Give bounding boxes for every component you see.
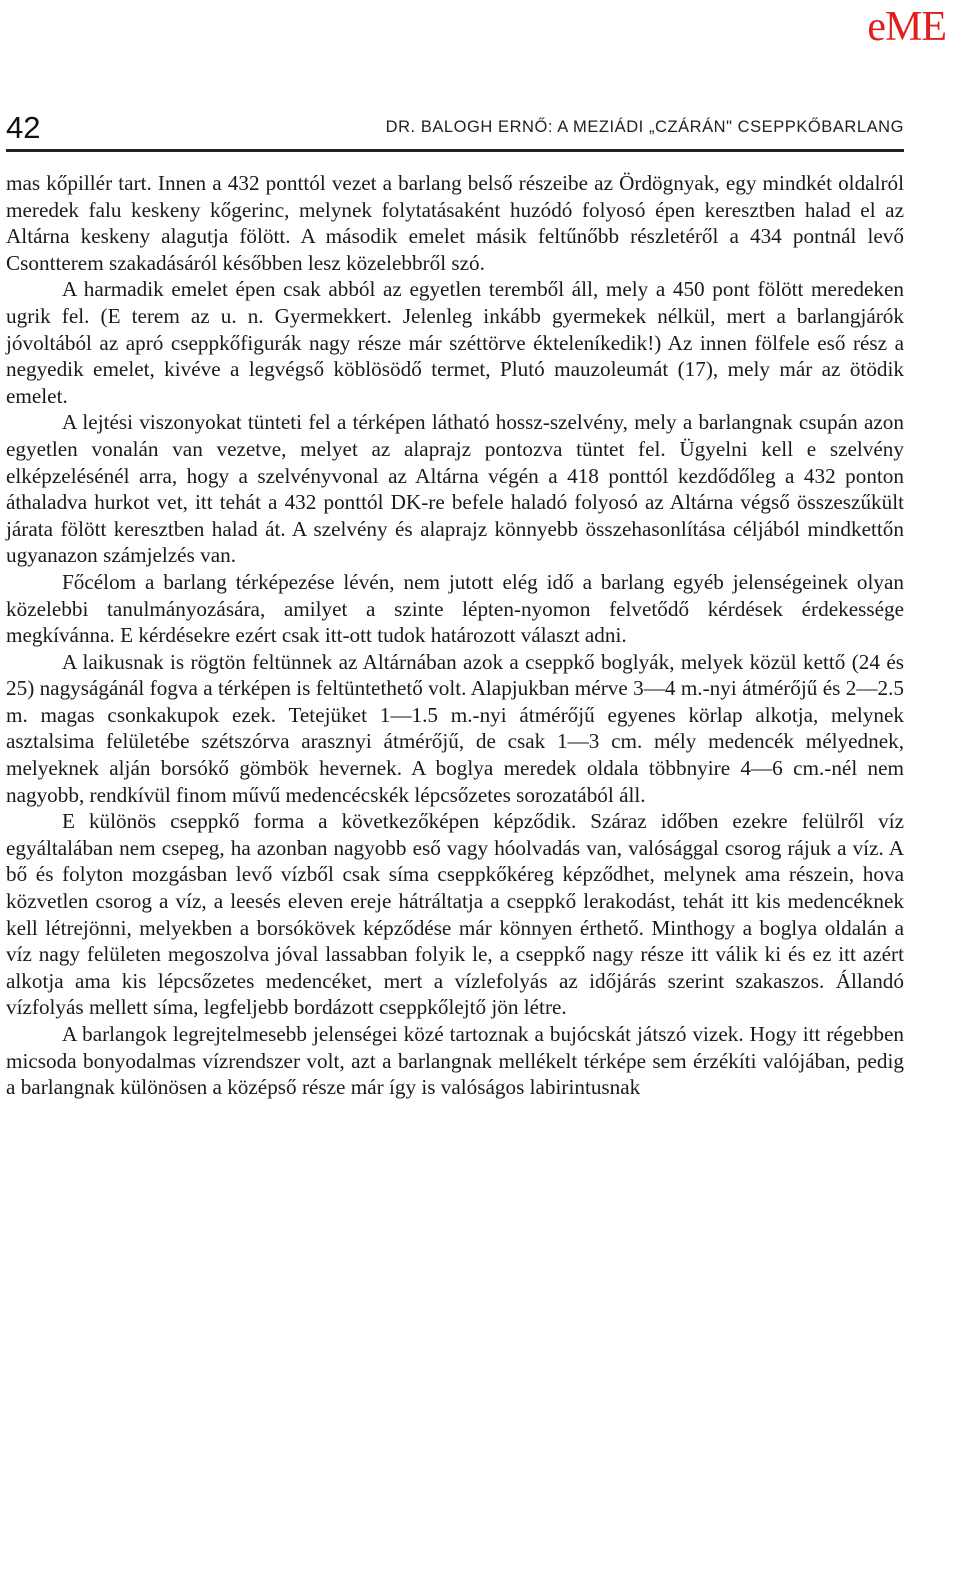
eme-logo: eME: [867, 4, 946, 50]
running-header: [6, 108, 904, 148]
page-number: 42: [6, 110, 41, 145]
paragraph-5: A laikusnak is rögtön feltünnek az Altárnában azok a cseppkő boglyák, melyek közül kettő (24 és 25) nagyságánál fogva a térképen is feltüntethető volt. Alapjukban mérve 3—4 m.-nyi átmérőjű és 2—2.5 m. magas csonkakupok ezek. Tetejüket 1—1.5 m.-nyi átmérőjű egyenes körlap alkotja, melynek asztalsima felületébe szétszórva arasznyi átmérőjű, de csak 1—3 cm. mély medencék mélyednek, melyeknek alján borsókő gömbök hevernek. A boglya meredek oldala többnyire 4—6 cm.-nél nem nagyobb, rendkívül finom művű medencécskék lépcsőzetes sorozatából áll.: [6, 649, 904, 807]
paragraph-2: A harmadik emelet épen csak abból az egyetlen teremből áll, mely a 450 pont fölött meredeken ugrik fel. (E terem az u. n. Gyermekkert. Jelenleg inkább gyermekek nélkül, mert a barlangjárók jóvoltából az apró cseppkőfigurák nagy része már széttörve ékteleníkedik!) Az innen fölfele eső rész a negyedik emelet, kivéve a legvégső köblösödő termet, Plutó mauzoleumát (17), mely már az ötödik emelet.: [6, 277, 904, 408]
body-text: [6, 170, 904, 1101]
running-title: DR. BALOGH ERNŐ: A MEZIÁDI „CZÁRÁN" CSEPPKŐBARLANG: [385, 118, 904, 136]
header-rule: [6, 149, 904, 152]
paragraph-4: Főcélom a barlang térképezése lévén, nem jutott elég idő a barlang egyéb jelenségeinek olyan közelebbi tanulmányozására, amilyet a szinte lépten-nyomon felvetődő kérdések érdekessége megkívánna. E kérdésekre ezért csak itt-ott tudok határozott választ adni.: [6, 569, 904, 648]
paragraph-6: E különös cseppkő forma a következőképen képződik. Száraz időben ezekre felülről víz egyáltalában nem csepeg, ha azonban nagyobb eső vagy hóolvadás van, valósággal csorog rájuk a víz. A bő és folyton mozgásban levő vízből csak síma cseppkőkéreg képződhet, melynek ama részein, hova közvetlen csorog a víz, a leesés eleven ereje hátráltatja a cseppkő lerakodást, tehát itt kis medencéknek kell létrejönni, melyekben a borsókövek képződése már könnyen érthető. Minthogy a boglya oldalán a víz nagy felületen megoszolva jóval lassabban folyik le, a cseppkő nagy része itt válik ki és ez itt azért alkotja ama kis lépcsőzetes medencéket, mert a vízlefolyás az időjárás szerint szakaszos. Állandó vízfolyás mellett síma, legfeljebb bordázott cseppkőlejtő jön létre.: [6, 809, 904, 1020]
paragraph-7: A barlangok legrejtelmesebb jelenségei közé tartoznak a bujócskát játszó vizek. Hogy itt régebben micsoda bonyodalmas vízrendszer volt, azt a barlangnak mellékelt térképe sem érzékíti valójában, pedig a barlangnak különösen a középső része már így is valóságos labirintusnak: [6, 1022, 904, 1100]
paragraph-1: mas kőpillér tart. Innen a 432 ponttól vezet a barlang belső részeibe az Ördögnyak, egy mindkét oldalról meredek falu keskeny kőgerinc, melynek folytatásaként huzódó folyosó épen keresztben halad el az Altárna keskeny alagutja fölött. A második emelet másik feltűnőbb részletéről a 434 pontnál levő Csontterem szakadásáról későbben lesz közelebbről szó.: [6, 171, 904, 275]
paragraph-3: A lejtési viszonyokat tünteti fel a térképen látható hossz-szelvény, mely a barlangnak csupán azon egyetlen vonalán van vezetve, melyet az alaprajz pontozva tüntet fel. Ügyelni kell e szelvény elképzelésénél arra, hogy a szelvényvonal az Altárna végén a 418 ponttól kezdődőleg a 432 ponton áthaladva hurkot vet, itt tehát a 432 ponttól DK-re befele haladó folyosó az Altárna végső összeszűkült járata fölött keresztben halad át. A szelvény és alaprajz könnyebb összehasonlítása céljából mindkettőn ugyanazon számjelzés van.: [6, 410, 904, 568]
